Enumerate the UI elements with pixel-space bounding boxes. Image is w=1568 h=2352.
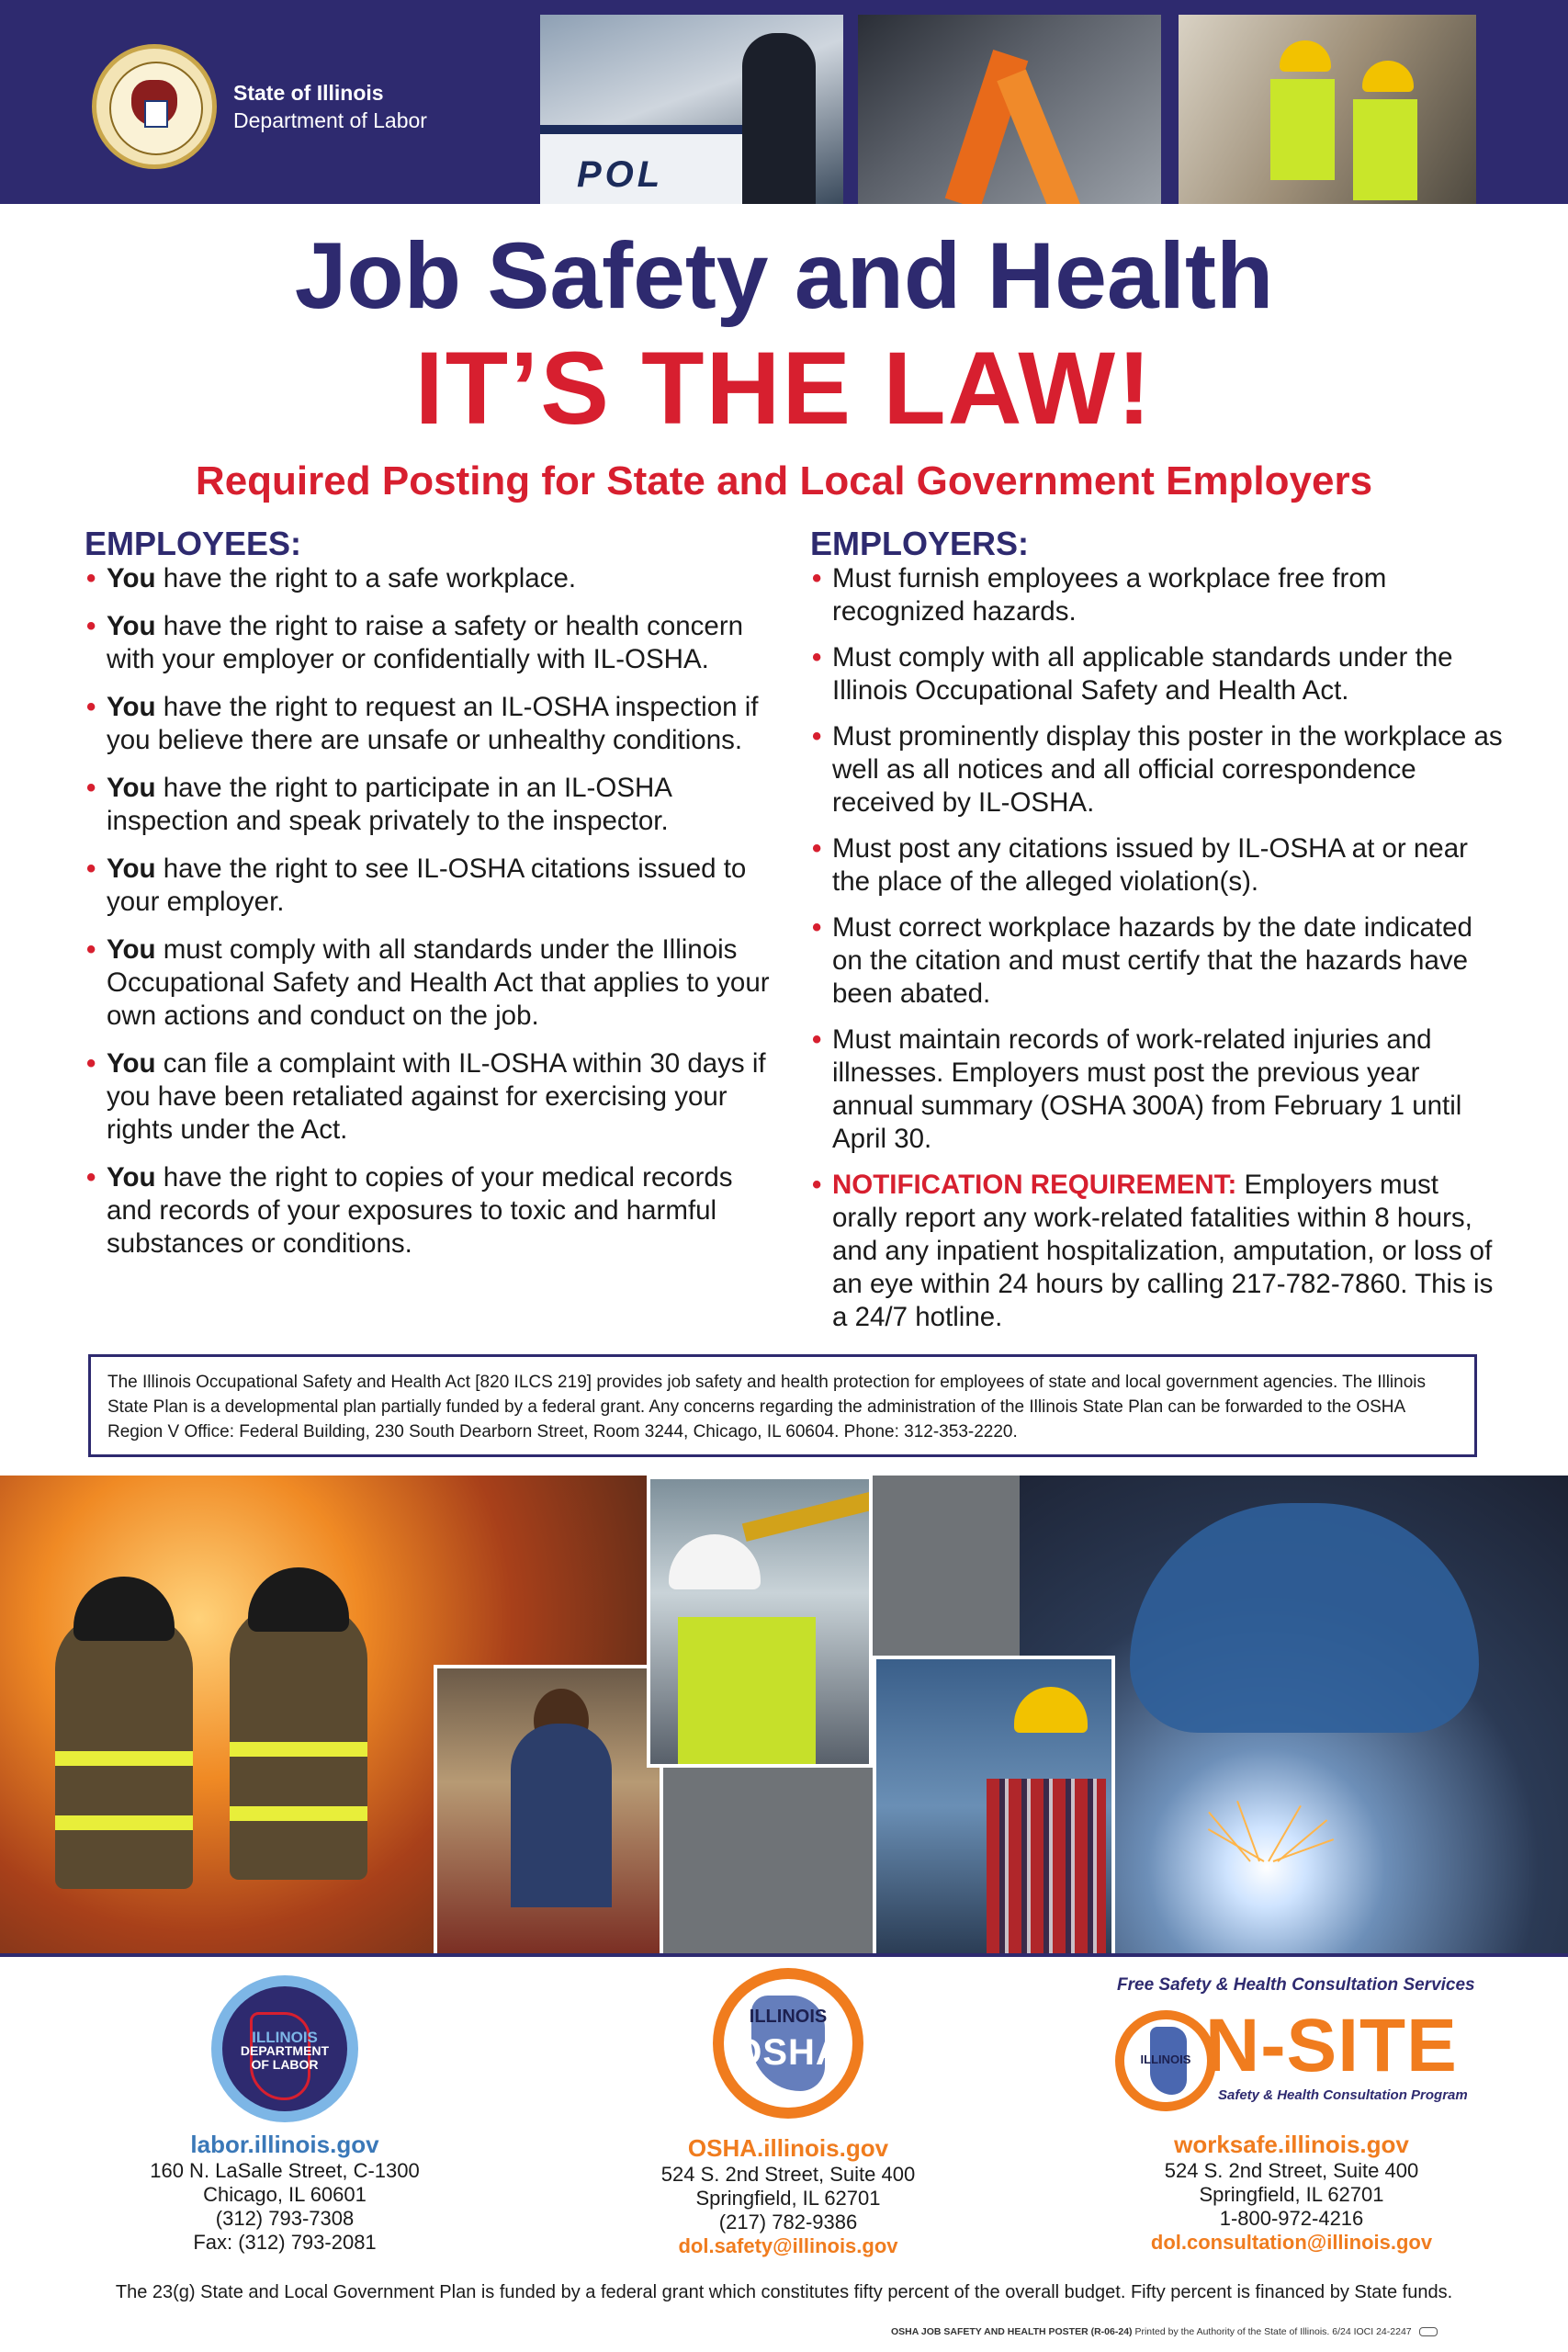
electrician-photo xyxy=(873,1656,1115,1953)
consultation-email-link[interactable]: dol.consultation@illinois.gov xyxy=(1150,2231,1433,2254)
contact-osha: OSHA.illinois.gov 524 S. 2nd Street, Suite 400 Springfield, IL 62701 (217) 782-9386 dol.safety@illinois.gov xyxy=(595,2133,981,2258)
hardhat-worker-photo xyxy=(647,1476,873,1768)
onsite-title: N-SITE xyxy=(1205,2004,1458,2087)
mechanic-photo xyxy=(434,1665,663,1953)
state-seal-icon xyxy=(92,44,217,169)
printed-by: Printed by the Authority of the State of Illinois. 6/24 IOCI 24-2247 xyxy=(1132,2326,1412,2337)
employee-right-item: • You have the right to participate in an IL-OSHA inspection and speak privately to the inspector. xyxy=(85,772,783,838)
employer-duty-item: • Must post any citations issued by IL-OSHA at or near the place of the alleged violation(s). xyxy=(810,832,1508,899)
employer-duty-item: • Must maintain records of work-related injuries and illnesses. Employers must post the previous year annual summary (OSHA 300A) from February 1 until April 30. xyxy=(810,1023,1508,1156)
footer-divider xyxy=(0,1953,1568,1957)
employers-heading: EMPLOYERS: xyxy=(810,525,1030,562)
employers-list xyxy=(810,562,1508,1334)
employee-right-item: • You must comply with all standards under the Illinois Occupational Safety and Health Act that applies to your own actions and conduct on the job. xyxy=(85,933,783,1033)
safety-harness-photo xyxy=(858,15,1161,204)
employee-right-item: • You have the right to request an IL-OSHA inspection if you believe there are unsafe or unhealthy conditions. xyxy=(85,691,783,757)
contact-labor: labor.illinois.gov 160 N. LaSalle Street, C-1300 Chicago, IL 60601 (312) 793-7308 Fax: (312) 793-2081 xyxy=(92,2130,478,2255)
employer-duty-item: • Must furnish employees a workplace free from recognized hazards. xyxy=(810,562,1508,628)
construction-workers-photo xyxy=(1179,15,1476,204)
employer-duty-item: • Must prominently display this poster in the workplace as well as all notices and all official correspondence received by IL-OSHA. xyxy=(810,720,1508,820)
employee-right-item: • You have the right to raise a safety or health concern with your employer or confidentially with IL-OSHA. xyxy=(85,610,783,676)
police-car-text: POL xyxy=(577,154,664,195)
workers-photo-collage xyxy=(0,1476,1568,1953)
employees-heading: EMPLOYEES: xyxy=(85,525,302,562)
osha-email-link[interactable]: dol.safety@illinois.gov xyxy=(678,2234,898,2257)
osha-website-link[interactable]: OSHA.illinois.gov xyxy=(687,2134,889,2162)
notification-requirement: • NOTIFICATION REQUIREMENT: Employers must orally report any work-related fatalities within 8 hours, and any inpatient hospitalization, amputation, or loss of an eye within 24 hours by calling 217-782-7860. This is a 24/7 hotline. xyxy=(810,1169,1508,1334)
page-subtitle: Required Posting for State and Local Government Employers xyxy=(195,458,1373,503)
employer-duty-item: • Must comply with all applicable standards under the Illinois Occupational Safety and Health Act. xyxy=(810,641,1508,707)
illinois-department-of-labor-logo-icon: ILLINOIS DEPARTMENT OF LABOR xyxy=(211,1975,358,2122)
funding-statement: The 23(g) State and Local Government Plan is funded by a federal grant which constitutes fifty percent of the overall budget. Fifty percent is financed by State funds. xyxy=(115,2282,1453,2302)
employee-right-item: • You can file a complaint with IL-OSHA within 30 days if you have been retaliated against for exercising your rights under the Act. xyxy=(85,1047,783,1147)
employee-right-item: • You have the right to a safe workplace. xyxy=(85,562,783,595)
page-title: Job Safety and Health xyxy=(294,223,1274,328)
illinois-osha-logo-icon: ILLINOIS OSHA xyxy=(713,1968,863,2119)
agency-line1: State of Illinois xyxy=(233,81,384,105)
employee-right-item: • You have the right to see IL-OSHA citations issued to your employer. xyxy=(85,853,783,919)
contact-onsite: worksafe.illinois.gov 524 S. 2nd Street, Suite 400 Springfield, IL 62701 1-800-972-4216 dol.consultation@illinois.gov xyxy=(1099,2130,1484,2255)
onsite-subtitle: Safety & Health Consultation Program xyxy=(1218,2087,1468,2103)
poster-id: OSHA JOB SAFETY AND HEALTH POSTER (R-06-24) xyxy=(891,2326,1133,2337)
employer-duty-item: • Must correct workplace hazards by the date indicated on the citation and must certify that the hazards have been abated. xyxy=(810,911,1508,1011)
employers-section xyxy=(810,526,1508,1347)
agency-line2: Department of Labor xyxy=(233,108,427,132)
onsite-tagline: Free Safety & Health Consultation Services xyxy=(1117,1975,1475,1995)
employee-right-item: • You have the right to copies of your medical records and records of your exposures to toxic and harmful substances or conditions. xyxy=(85,1161,783,1261)
recycle-icon xyxy=(1419,2327,1438,2336)
employees-section xyxy=(85,526,783,1275)
onsite-logo-icon: ILLINOIS xyxy=(1115,2010,1216,2111)
labor-website-link[interactable]: labor.illinois.gov xyxy=(190,2131,379,2158)
header-band xyxy=(0,0,1568,204)
worksafe-website-link[interactable]: worksafe.illinois.gov xyxy=(1174,2131,1409,2158)
poster-fineprint xyxy=(891,2326,1438,2337)
employees-list xyxy=(85,562,783,1261)
its-the-law-title: IT’S THE LAW! xyxy=(414,331,1154,446)
agency-name xyxy=(233,79,427,134)
police-officer-photo xyxy=(540,15,843,204)
legal-notice-box: The Illinois Occupational Safety and Health Act [820 ILCS 219] provides job safety and health protection for employees of state and local government agencies. The Illinois State Plan is a developmental plan partially funded by a federal grant. Any concerns regarding the administration of the Illinois State Plan can be forwarded to the OSHA Region V Office: Federal Building, 230 South Dearborn Street, Room 3244, Chicago, IL 60604. Phone: 312-353-2220. xyxy=(88,1354,1477,1457)
